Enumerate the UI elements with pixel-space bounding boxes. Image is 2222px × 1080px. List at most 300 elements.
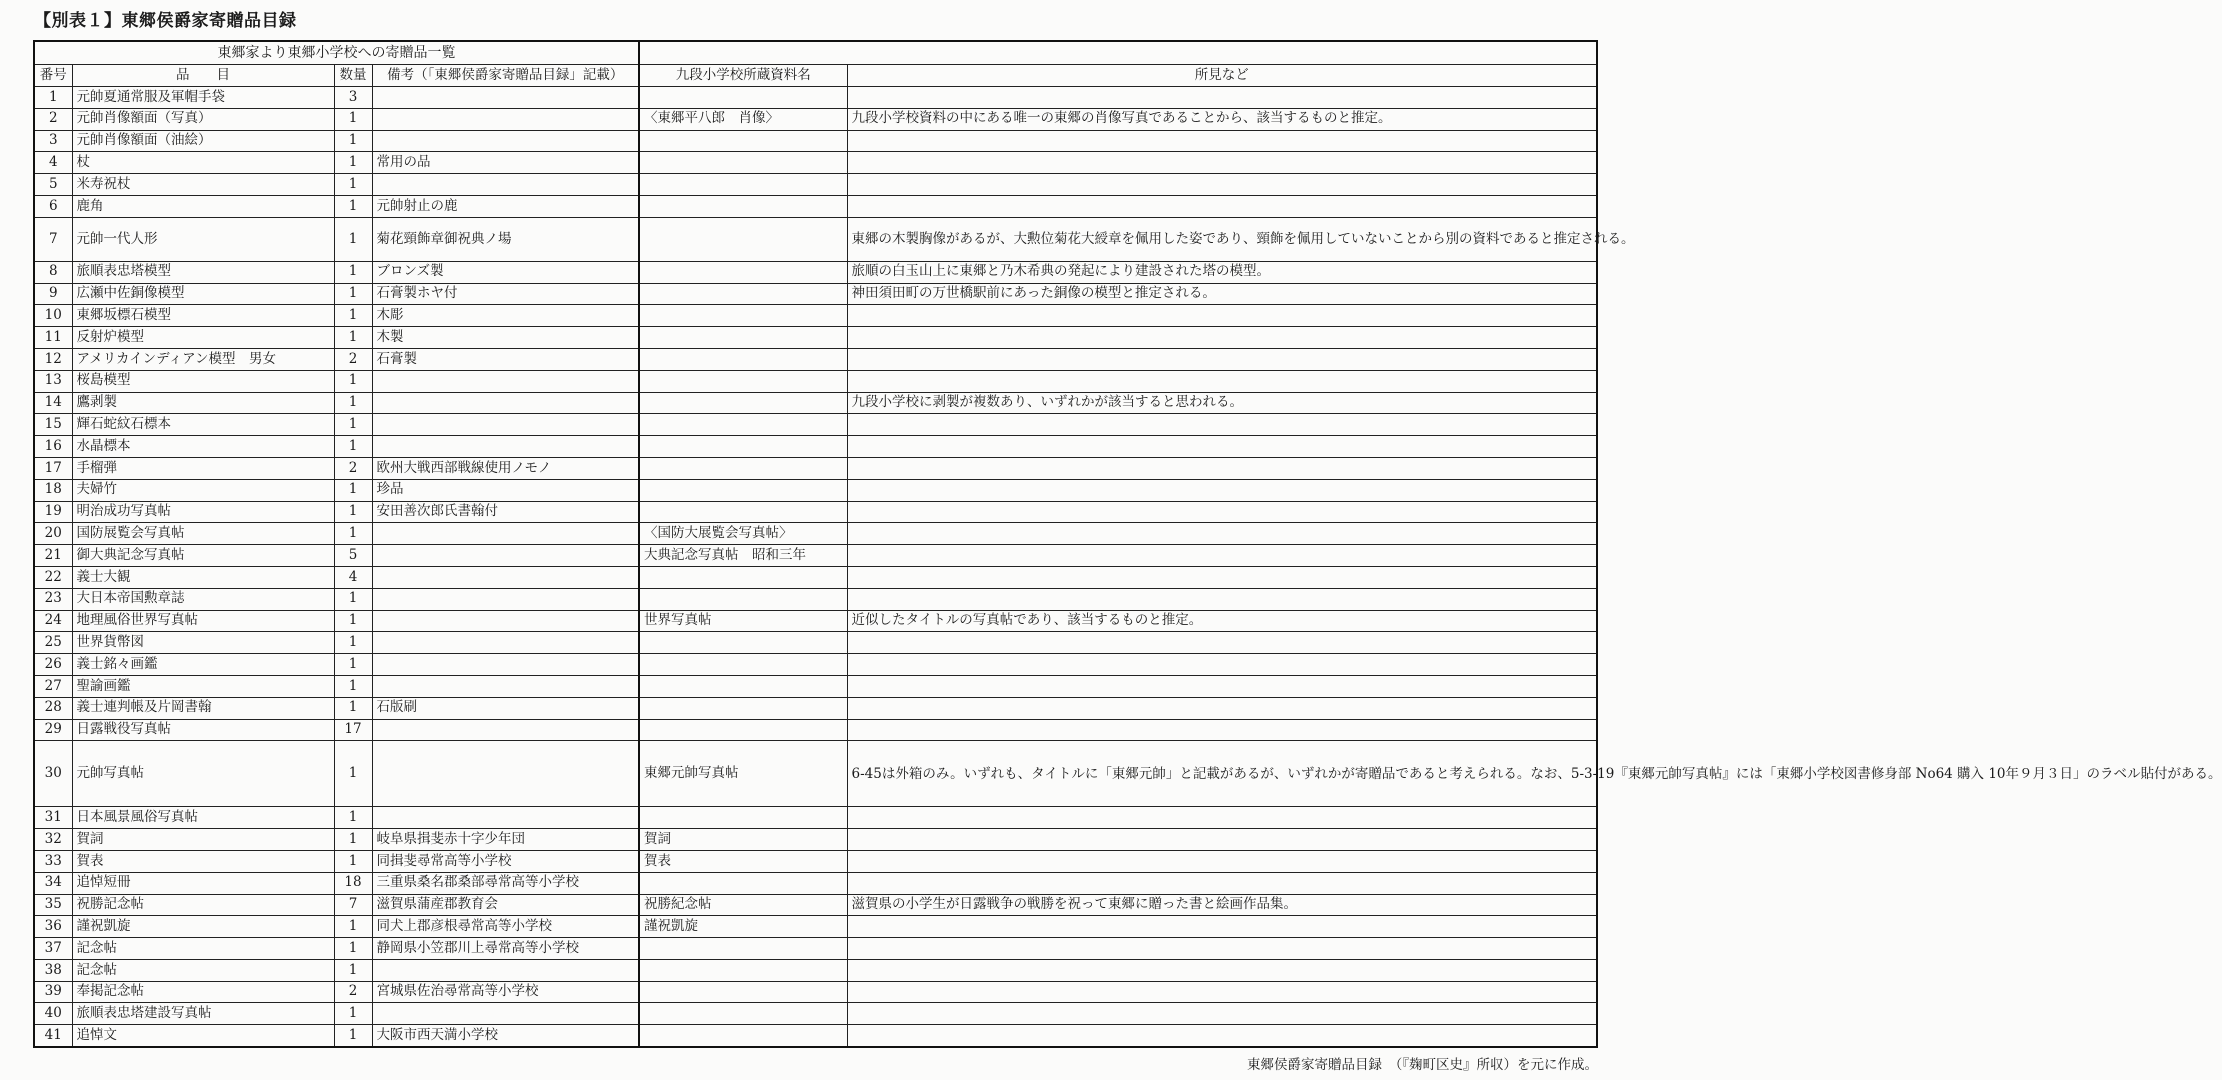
row-item: 元帥写真帖 [72,741,334,807]
row-remarks [372,654,639,676]
row-qty: 1 [334,130,372,152]
row-kudan-name [639,654,847,676]
row-number: 36 [34,916,72,938]
group-right-header [639,41,1597,65]
row-number: 21 [34,545,72,567]
row-remarks [372,959,639,981]
row-number: 3 [34,130,72,152]
row-number: 8 [34,261,72,283]
table-row [34,872,1597,894]
row-item: 賀表 [72,850,334,872]
row-number: 17 [34,457,72,479]
row-kudan-name [639,152,847,174]
row-remarks [372,436,639,458]
row-notes [847,457,1597,479]
col-header-qty: 数量 [334,65,372,87]
row-qty: 1 [334,938,372,960]
row-notes: 神田須田町の万世橋駅前にあった銅像の模型と推定される。 [847,283,1597,305]
row-number: 37 [34,938,72,960]
gift-table-wrapper [33,40,2222,1050]
group-header-row [34,41,1597,65]
row-qty: 1 [334,283,372,305]
row-notes: 九段小学校資料の中にある唯一の東郷の肖像写真であることから、該当するものと推定。 [847,108,1597,130]
row-kudan-name [639,632,847,654]
row-remarks: 滋賀県蒲産郡教育会 [372,894,639,916]
table-row [34,283,1597,305]
row-remarks [372,566,639,588]
row-item: 旅順表忠塔建設写真帖 [72,1003,334,1025]
row-notes [847,850,1597,872]
row-number: 2 [34,108,72,130]
row-kudan-name: 祝勝紀念帖 [639,894,847,916]
row-item: 追悼短冊 [72,872,334,894]
row-remarks [372,370,639,392]
row-remarks: 同揖斐尋常高等小学校 [372,850,639,872]
row-item: 広瀬中佐銅像模型 [72,283,334,305]
row-qty: 1 [334,370,372,392]
column-header-row [34,65,1597,87]
table-row [34,588,1597,610]
row-kudan-name [639,872,847,894]
table-row [34,370,1597,392]
row-remarks [372,174,639,196]
row-number: 29 [34,719,72,741]
row-item: 元帥肖像額面（油絵） [72,130,334,152]
row-number: 34 [34,872,72,894]
row-qty: 1 [334,414,372,436]
row-remarks [372,523,639,545]
row-remarks [372,130,639,152]
row-item: 輝石蛇紋石標本 [72,414,334,436]
table-row [34,87,1597,109]
table-row [34,807,1597,829]
row-item: 夫婦竹 [72,479,334,501]
row-item: 追悼文 [72,1025,334,1047]
row-kudan-name [639,195,847,217]
row-kudan-name [639,938,847,960]
row-qty: 1 [334,152,372,174]
row-qty: 1 [334,327,372,349]
row-item: 元帥一代人形 [72,217,334,261]
row-kudan-name [639,675,847,697]
row-notes [847,370,1597,392]
row-qty: 1 [334,436,372,458]
row-notes [847,1003,1597,1025]
row-item: 旅順表忠塔模型 [72,261,334,283]
row-item: 元帥肖像額面（写真） [72,108,334,130]
row-qty: 18 [334,872,372,894]
row-number: 13 [34,370,72,392]
row-number: 40 [34,1003,72,1025]
row-item: 反射炉模型 [72,327,334,349]
row-number: 10 [34,305,72,327]
row-remarks: 安田善次郎氏書翰付 [372,501,639,523]
row-kudan-name: 賀詞 [639,829,847,851]
row-qty: 2 [334,348,372,370]
table-row [34,675,1597,697]
table-row [34,108,1597,130]
row-kudan-name [639,130,847,152]
row-qty: 1 [334,108,372,130]
row-notes: 滋賀県の小学生が日露戦争の戦勝を祝って東郷に贈った書と絵画作品集。 [847,894,1597,916]
row-notes [847,566,1597,588]
row-remarks [372,545,639,567]
row-notes [847,327,1597,349]
row-item: 義士銘々画鑑 [72,654,334,676]
row-number: 5 [34,174,72,196]
row-notes [847,130,1597,152]
row-kudan-name: 世界写真帖 [639,610,847,632]
row-qty: 2 [334,457,372,479]
table-row [34,523,1597,545]
row-number: 31 [34,807,72,829]
row-notes: 旅順の白玉山上に東郷と乃木希典の発起により建設された塔の模型。 [847,261,1597,283]
row-notes [847,675,1597,697]
row-item: 日露戦役写真帖 [72,719,334,741]
row-item: アメリカインディアン模型 男女 [72,348,334,370]
row-qty: 1 [334,916,372,938]
table-row [34,261,1597,283]
row-remarks [372,807,639,829]
row-kudan-name [639,348,847,370]
table-row [34,697,1597,719]
row-kudan-name [639,697,847,719]
row-qty: 1 [334,632,372,654]
row-number: 39 [34,981,72,1003]
row-qty: 1 [334,305,372,327]
row-remarks: 木彫 [372,305,639,327]
row-kudan-name: 大典記念写真帖 昭和三年 [639,545,847,567]
table-row [34,654,1597,676]
table-row [34,938,1597,960]
row-notes [847,305,1597,327]
row-notes [847,436,1597,458]
row-remarks: 常用の品 [372,152,639,174]
table-row [34,610,1597,632]
row-item: 記念帖 [72,938,334,960]
row-notes: 九段小学校に剥製が複数あり、いずれかが該当すると思われる。 [847,392,1597,414]
row-kudan-name [639,807,847,829]
row-kudan-name: 東郷元帥写真帖 [639,741,847,807]
row-remarks: 三重県桑名郡桑部尋常高等小学校 [372,872,639,894]
row-kudan-name [639,327,847,349]
row-notes [847,807,1597,829]
table-row [34,1025,1597,1047]
row-kudan-name: 〈国防大展覧会写真帖〉 [639,523,847,545]
row-kudan-name [639,479,847,501]
row-qty: 1 [334,850,372,872]
row-number: 23 [34,588,72,610]
table-row [34,829,1597,851]
row-qty: 1 [334,959,372,981]
row-kudan-name: 賀表 [639,850,847,872]
row-kudan-name [639,305,847,327]
row-kudan-name [639,1003,847,1025]
row-number: 27 [34,675,72,697]
row-qty: 1 [334,588,372,610]
row-notes [847,479,1597,501]
row-notes [847,632,1597,654]
row-kudan-name: 謹祝凱旋 [639,916,847,938]
row-item: 地理風俗世界写真帖 [72,610,334,632]
table-row [34,327,1597,349]
row-qty: 1 [334,741,372,807]
row-notes [847,174,1597,196]
row-number: 25 [34,632,72,654]
table-row [34,152,1597,174]
row-remarks: 菊花頸飾章御祝典ノ場 [372,217,639,261]
row-number: 32 [34,829,72,851]
row-remarks [372,414,639,436]
row-number: 11 [34,327,72,349]
row-item: 義士大観 [72,566,334,588]
row-kudan-name [639,283,847,305]
row-kudan-name [639,414,847,436]
table-row [34,719,1597,741]
table-row [34,916,1597,938]
row-remarks [372,632,639,654]
row-remarks [372,392,639,414]
table-row [34,894,1597,916]
row-item: 義士連判帳及片岡書翰 [72,697,334,719]
row-number: 35 [34,894,72,916]
row-remarks [372,108,639,130]
row-notes [847,654,1597,676]
row-qty: 1 [334,829,372,851]
row-qty: 1 [334,697,372,719]
row-notes: 東郷の木製胸像があるが、大勲位菊花大綬章を佩用した姿であり、頸飾を佩用していないことから別の資料であると推定される。 [847,217,1597,261]
row-item: 元帥夏通常服及軍帽手袋 [72,87,334,109]
row-notes [847,348,1597,370]
table-row [34,850,1597,872]
row-number: 28 [34,697,72,719]
row-item: 祝勝記念帖 [72,894,334,916]
row-item: 手榴弾 [72,457,334,479]
row-kudan-name [639,457,847,479]
table-row [34,981,1597,1003]
row-kudan-name [639,87,847,109]
row-item: 東郷坂標石模型 [72,305,334,327]
col-header-remarks: 備考（「東郷侯爵家寄贈品目録」記載） [372,65,639,87]
row-qty: 3 [334,87,372,109]
row-qty: 1 [334,807,372,829]
row-qty: 1 [334,675,372,697]
row-remarks [372,675,639,697]
row-qty: 1 [334,654,372,676]
row-kudan-name [639,217,847,261]
row-kudan-name [639,370,847,392]
row-item: 日本風景風俗写真帖 [72,807,334,829]
row-notes [847,152,1597,174]
row-notes: 近似したタイトルの写真帖であり、該当するものと推定。 [847,610,1597,632]
table-row [34,392,1597,414]
row-number: 26 [34,654,72,676]
table-row [34,479,1597,501]
row-notes [847,588,1597,610]
row-number: 33 [34,850,72,872]
row-notes: 6-45は外箱のみ。いずれも、タイトルに「東郷元帥」と記載があるが、いずれかが寄贈品であると考えられる。なお、5-3-19『東郷元帥写真帖』には「東郷小学校図書修身部 No64 購入 10年９月３日」のラベル貼付がある。 [847,741,1597,807]
row-number: 15 [34,414,72,436]
row-number: 18 [34,479,72,501]
row-notes [847,719,1597,741]
table-row [34,130,1597,152]
col-header-no: 番号 [34,65,72,87]
row-qty: 7 [334,894,372,916]
row-item: 鹿角 [72,195,334,217]
row-notes [847,87,1597,109]
row-notes [847,1025,1597,1047]
table-row [34,436,1597,458]
row-notes [847,501,1597,523]
row-number: 24 [34,610,72,632]
table-row [34,348,1597,370]
table-row [34,414,1597,436]
table-row [34,457,1597,479]
row-qty: 1 [334,501,372,523]
row-qty: 1 [334,174,372,196]
row-item: 桜島模型 [72,370,334,392]
row-number: 22 [34,566,72,588]
row-notes [847,872,1597,894]
row-qty: 1 [334,195,372,217]
row-qty: 1 [334,523,372,545]
row-qty: 5 [334,545,372,567]
row-kudan-name [639,566,847,588]
table-row [34,741,1597,807]
row-number: 1 [34,87,72,109]
table-row [34,545,1597,567]
row-notes [847,523,1597,545]
row-kudan-name [639,959,847,981]
row-qty: 1 [334,217,372,261]
row-remarks: 木製 [372,327,639,349]
row-number: 6 [34,195,72,217]
row-kudan-name [639,392,847,414]
row-notes [847,938,1597,960]
row-item: 奉掲記念帖 [72,981,334,1003]
row-remarks [372,87,639,109]
row-kudan-name [639,261,847,283]
row-qty: 1 [334,261,372,283]
row-remarks [372,741,639,807]
row-notes [847,916,1597,938]
table-row [34,305,1597,327]
row-kudan-name [639,436,847,458]
row-notes [847,829,1597,851]
row-item: 聖諭画鑑 [72,675,334,697]
row-item: 国防展覧会写真帖 [72,523,334,545]
table-row [34,566,1597,588]
row-item: 大日本帝国勲章誌 [72,588,334,610]
row-kudan-name [639,588,847,610]
row-number: 12 [34,348,72,370]
row-kudan-name [639,501,847,523]
row-qty: 1 [334,1003,372,1025]
gift-table [33,40,2222,1048]
row-remarks: 宮城県佐治尋常高等小学校 [372,981,639,1003]
row-qty: 4 [334,566,372,588]
row-number: 19 [34,501,72,523]
row-kudan-name [639,981,847,1003]
row-item: 鷹剥製 [72,392,334,414]
row-kudan-name [639,174,847,196]
row-item: 明治成功写真帖 [72,501,334,523]
col-header-item: 品 目 [72,65,334,87]
table-row [34,501,1597,523]
row-remarks: 岐阜県揖斐赤十字少年団 [372,829,639,851]
row-remarks: 石版刷 [372,697,639,719]
row-remarks [372,588,639,610]
row-number: 16 [34,436,72,458]
row-remarks: 欧州大戦西部戦線使用ノモノ [372,457,639,479]
row-qty: 1 [334,392,372,414]
table-row [34,959,1597,981]
row-notes [847,545,1597,567]
row-number: 41 [34,1025,72,1047]
row-kudan-name: 〈東郷平八郎 肖像〉 [639,108,847,130]
table-row [34,174,1597,196]
row-item: 記念帖 [72,959,334,981]
table-row [34,1003,1597,1025]
row-qty: 17 [334,719,372,741]
row-remarks [372,719,639,741]
col-header-notes: 所見など [847,65,1597,87]
row-remarks: 元帥射止の鹿 [372,195,639,217]
row-remarks: 珍品 [372,479,639,501]
row-item: 米寿祝杖 [72,174,334,196]
row-item: 賀詞 [72,829,334,851]
row-remarks: 大阪市西天満小学校 [372,1025,639,1047]
row-kudan-name [639,1025,847,1047]
group-left-header: 東郷家より東郷小学校への寄贈品一覧 [34,41,639,65]
row-remarks: ブロンズ製 [372,261,639,283]
row-item: 杖 [72,152,334,174]
row-notes [847,195,1597,217]
row-kudan-name [639,719,847,741]
source-note: 東郷侯爵家寄贈品目録 （『麹町区史』所収）を元に作成。 [1247,1057,1598,1073]
table-row [34,195,1597,217]
row-number: 7 [34,217,72,261]
row-number: 20 [34,523,72,545]
row-number: 30 [34,741,72,807]
row-remarks [372,610,639,632]
row-remarks: 石膏製 [372,348,639,370]
row-item: 世界貨幣図 [72,632,334,654]
row-remarks [372,1003,639,1025]
row-notes [847,697,1597,719]
row-notes [847,959,1597,981]
row-notes [847,414,1597,436]
row-number: 9 [34,283,72,305]
row-remarks: 石膏製ホヤ付 [372,283,639,305]
table-row [34,217,1597,261]
page-title: 【別表１】東郷侯爵家寄贈品目録 [34,11,297,31]
row-item: 謹祝凱旋 [72,916,334,938]
row-remarks: 同犬上郡彦根尋常高等小学校 [372,916,639,938]
row-number: 4 [34,152,72,174]
col-header-kudan: 九段小学校所蔵資料名 [639,65,847,87]
row-qty: 1 [334,479,372,501]
table-row [34,632,1597,654]
row-qty: 1 [334,610,372,632]
row-number: 14 [34,392,72,414]
row-notes [847,981,1597,1003]
row-remarks: 静岡県小笠郡川上尋常高等小学校 [372,938,639,960]
row-qty: 2 [334,981,372,1003]
row-qty: 1 [334,1025,372,1047]
row-number: 38 [34,959,72,981]
row-item: 水晶標本 [72,436,334,458]
